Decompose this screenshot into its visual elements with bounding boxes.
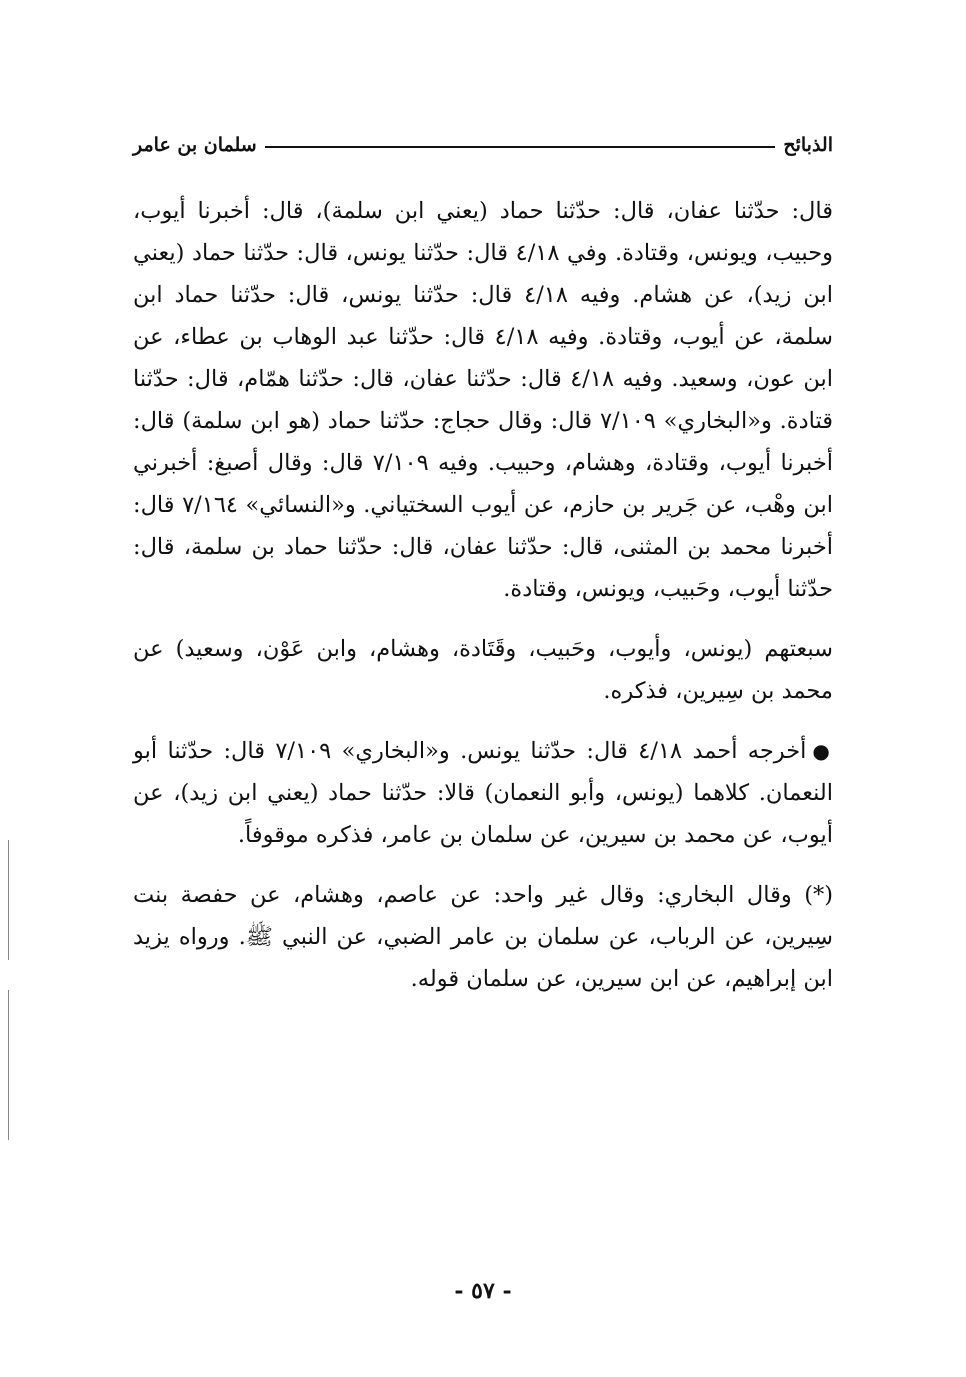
header-section-title: سلمان بن عامر [133, 134, 257, 156]
header-rule [265, 146, 776, 148]
paragraph-note: (*) وقال البخاري: وقال غير واحد: عن عاصم، وهشام، عن حفصة بنت سِيرين، عن الرباب، عن سلمان بن عامر الضبي، عن النبي ﷺ. ورواه يزيد ابن إبراهيم، عن ابن سيرين، عن سلمان قوله. [133, 882, 833, 992]
scan-edge-mark [8, 990, 9, 1140]
paragraph-sources: قال: حدّثنا عفان، قال: حدّثنا حماد (يعني ابن سلمة)، قال: أخبرنا أيوب، وحبيب، ويونس، وقتادة. وفي ٤/١٨ قال: حدّثنا يونس، قال: حدّثنا حماد (يعني ابن زيد)، عن هشام. وفيه ٤/١٨ قال: حدّثنا يونس، قال: حدّثنا حماد ابن سلمة، عن أيوب، وقتادة. وفيه ٤/١٨ قال: حدّثنا عبد الوهاب بن عطاء، عن ابن عون، وسعيد. وفيه ٤/١٨ قال: حدّثنا عفان، قال: حدّثنا همّام، قال: حدّثنا قتادة. و«البخاري» ٧/١٠٩ قال: وقال حجاج: حدّثنا حماد (هو ابن سلمة) قال: أخبرنا أيوب، وقتادة، وهشام، وحبيب. وفيه ٧/١٠٩ قال: وقال أصبغ: أخبرني ابن وهْب، عن جَرير بن حازم، عن أيوب السختياني. و«النسائي» ٧/١٦٤ قال: أخبرنا محمد بن المثنى، قال: حدّثنا عفان، قال: حدّثنا حماد بن سلمة، قال: حدّثنا أيوب، وحَبيب، ويونس، وقتادة. [133, 198, 834, 602]
page-number: - ٥٧ - [454, 1278, 512, 1304]
body-text [133, 190, 833, 1018]
paragraph-takhrij [133, 730, 833, 856]
header-chapter-title: الذبائح [783, 134, 833, 156]
paragraph-takhrij-text: أخرجه أحمد ٤/١٨ قال: حدّثنا يونس. و«البخاري» ٧/١٠٩ قال: حدّثنا أبو النعمان. كلاهما (يونس، وأبو النعمان) قالا: حدّثنا حماد (يعني ابن زيد)، عن أيوب، عن محمد بن سيرين، عن سلمان بن عامر، فذكره موقوفاً. [133, 738, 833, 848]
paragraph-narrators: سبعتهم (يونس، وأيوب، وحَبيب، وقَتَادة، وهشام، وابن عَوْن، وسعيد) عن محمد بن سِيرين، فذكره. [133, 636, 833, 704]
running-header [133, 128, 833, 162]
bullet-dot-icon: ● [812, 739, 834, 763]
scan-edge-mark [8, 840, 9, 960]
